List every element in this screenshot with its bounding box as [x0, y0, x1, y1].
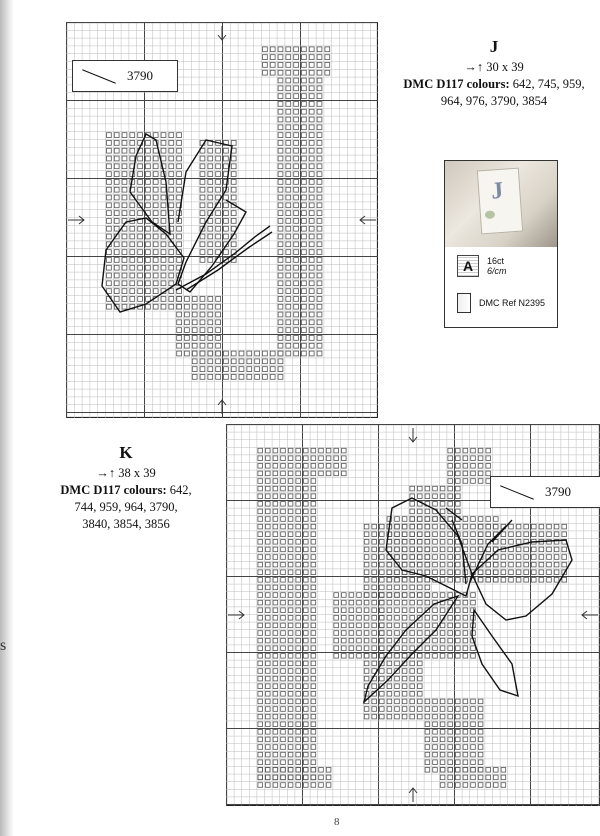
- fabric-count: 16ct: [487, 256, 505, 266]
- fabric-info: [457, 255, 507, 277]
- colours-heading: DMC D117 colours:: [403, 77, 510, 91]
- pattern-letter: J: [489, 37, 499, 56]
- pattern-j-info: [388, 38, 600, 110]
- backstitch-line-swatch: [82, 69, 116, 83]
- fabric-metric: 6/cm: [487, 266, 507, 276]
- finished-card-photo: [445, 161, 557, 247]
- dmc-reference: [457, 293, 545, 313]
- pattern-k-info: [36, 444, 216, 533]
- backstitch-key-k: [490, 476, 600, 508]
- pattern-letter: K: [119, 443, 133, 462]
- aida-fabric-icon: A: [457, 255, 479, 277]
- stitch-count: →↑ 30 x 39: [464, 60, 524, 74]
- backstitch-line-swatch: [500, 485, 534, 499]
- colours-heading: DMC D117 colours:: [60, 483, 167, 497]
- ref-label: DMC Ref N2395: [479, 298, 546, 308]
- colours-list-2: 744, 959, 964, 3790,: [74, 500, 178, 514]
- card-monogram: J: [490, 177, 505, 205]
- kit-card: [444, 160, 558, 328]
- page-binding-shadow: [0, 0, 14, 836]
- backstitch-colour-code: 3790: [127, 68, 153, 83]
- colours-list-2: 964, 976, 3790, 3854: [440, 94, 548, 108]
- facing-page-letter: s: [0, 637, 7, 654]
- backstitch-key-j: [72, 60, 178, 92]
- card-blank-icon: [457, 293, 471, 313]
- colours-list-1: 642,: [169, 483, 192, 497]
- colours-list-1: 642, 745, 959,: [512, 77, 585, 91]
- backstitch-colour-code: 3790: [545, 484, 571, 499]
- page-number: 8: [334, 816, 340, 828]
- greeting-card-image: [477, 168, 523, 235]
- stitch-count: →↑ 38 x 39: [96, 466, 156, 480]
- colours-list-3: 3840, 3854, 3856: [82, 517, 170, 531]
